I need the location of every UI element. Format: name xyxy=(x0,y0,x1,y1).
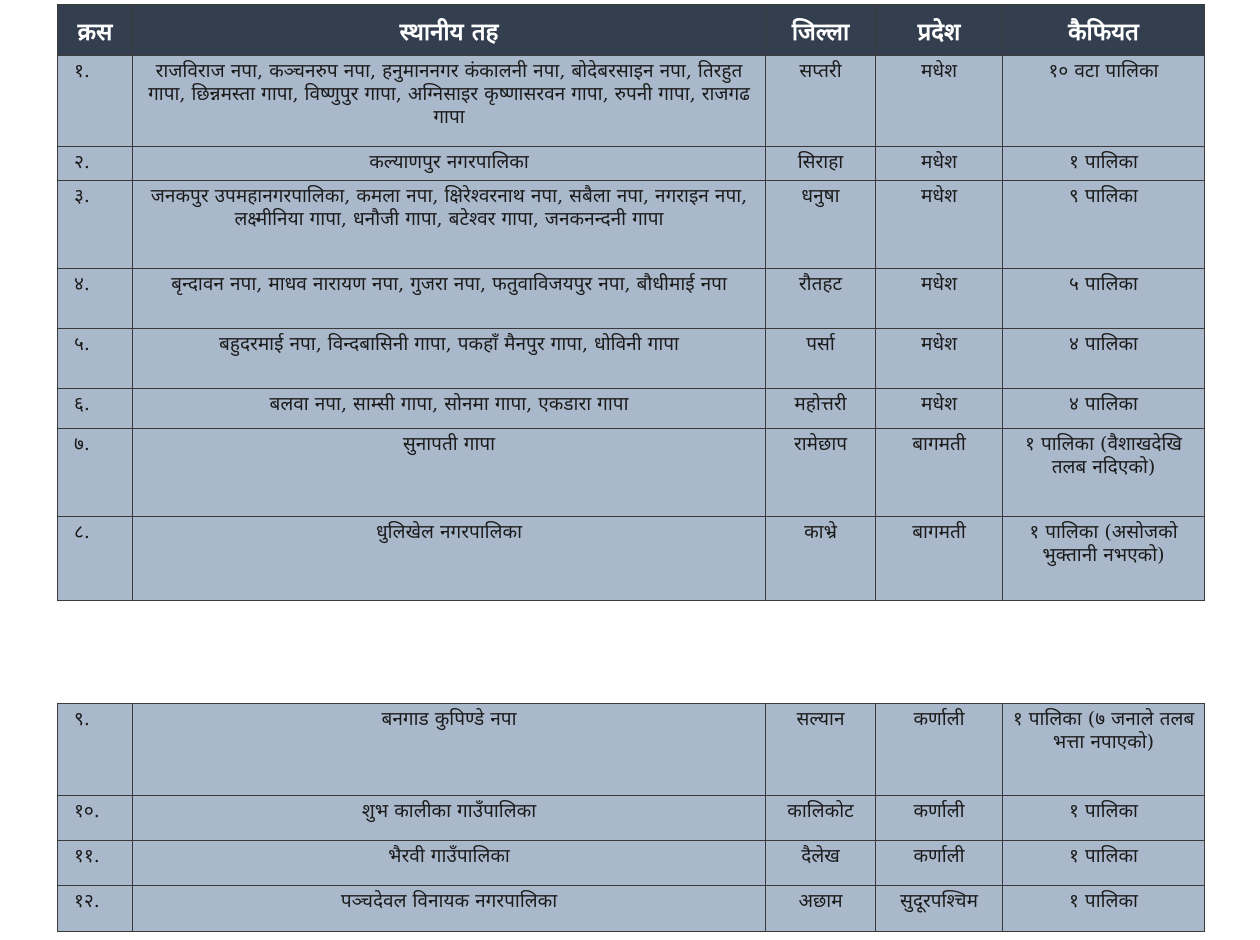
cell-remarks: १ पालिका xyxy=(1003,147,1205,181)
table-row xyxy=(58,886,1205,932)
cell-district: सिराहा xyxy=(766,147,876,181)
cell-local-level: बलवा नपा, साम्सी गापा, सोनमा गापा, एकडारा गापा xyxy=(133,389,766,429)
table-row xyxy=(58,704,1205,796)
cell-local-level: शुभ कालीका गाउँपालिका xyxy=(133,796,766,841)
table-row xyxy=(58,147,1205,181)
header-remarks: कैफियत xyxy=(1003,5,1205,56)
header-local-level: स्थानीय तह xyxy=(133,5,766,56)
cell-serial: ९. xyxy=(58,704,133,796)
table-row xyxy=(58,796,1205,841)
table-row xyxy=(58,389,1205,429)
cell-province: मधेश xyxy=(876,329,1003,389)
cell-serial: ११. xyxy=(58,841,133,886)
cell-local-level: धुलिखेल नगरपालिका xyxy=(133,517,766,601)
cell-remarks: ४ पालिका xyxy=(1003,329,1205,389)
cell-remarks: ५ पालिका xyxy=(1003,269,1205,329)
cell-serial: ३. xyxy=(58,181,133,269)
cell-serial: ७. xyxy=(58,429,133,517)
cell-province: मधेश xyxy=(876,181,1003,269)
cell-serial: ४. xyxy=(58,269,133,329)
cell-serial: ८. xyxy=(58,517,133,601)
cell-local-level: सुनापती गापा xyxy=(133,429,766,517)
cell-local-level: जनकपुर उपमहानगरपालिका, कमला नपा, क्षिरेश्वरनाथ नपा, सबैला नपा, नगराइन नपा, लक्ष्मीनिया गापा, धनौजी गापा, बटेश्वर गापा, जनकनन्दनी गापा xyxy=(133,181,766,269)
table-row xyxy=(58,56,1205,147)
cell-serial: ६. xyxy=(58,389,133,429)
cell-remarks: ४ पालिका xyxy=(1003,389,1205,429)
cell-local-level: राजविराज नपा, कञ्चनरुप नपा, हनुमाननगर कंकालनी नपा, बोदेबरसाइन नपा, तिरहुत गापा, छिन्नमस्ता गापा, विष्णुपुर गापा, अग्निसाइर कृष्णासरवन गापा, रुपनी गापा, राजगढ गापा xyxy=(133,56,766,147)
municipality-table-part-1 xyxy=(57,4,1205,601)
cell-serial: २. xyxy=(58,147,133,181)
cell-district: कालिकोट xyxy=(766,796,876,841)
cell-district: धनुषा xyxy=(766,181,876,269)
cell-district: रौतहट xyxy=(766,269,876,329)
cell-province: मधेश xyxy=(876,147,1003,181)
cell-province: कर्णाली xyxy=(876,796,1003,841)
header-district: जिल्ला xyxy=(766,5,876,56)
header-province: प्रदेश xyxy=(876,5,1003,56)
cell-remarks: ९ पालिका xyxy=(1003,181,1205,269)
cell-province: मधेश xyxy=(876,56,1003,147)
cell-remarks: १ पालिका (वैशाखदेखि तलब नदिएको) xyxy=(1003,429,1205,517)
cell-district: रामेछाप xyxy=(766,429,876,517)
cell-local-level: बृन्दावन नपा, माधव नारायण नपा, गुजरा नपा, फतुवाविजयपुर नपा, बौधीमाई नपा xyxy=(133,269,766,329)
cell-local-level: बनगाड कुपिण्डे नपा xyxy=(133,704,766,796)
cell-remarks: १ पालिका xyxy=(1003,796,1205,841)
table-header-row xyxy=(58,5,1205,56)
cell-district: काभ्रे xyxy=(766,517,876,601)
cell-district: पर्सा xyxy=(766,329,876,389)
cell-remarks: १ पालिका xyxy=(1003,841,1205,886)
cell-local-level: बहुदरमाई नपा, विन्दबासिनी गापा, पकहाँ मैनपुर गापा, धोविनी गापा xyxy=(133,329,766,389)
cell-province: सुदूरपश्चिम xyxy=(876,886,1003,932)
table-row xyxy=(58,329,1205,389)
cell-remarks: १ पालिका xyxy=(1003,886,1205,932)
cell-serial: ५. xyxy=(58,329,133,389)
table-row xyxy=(58,517,1205,601)
table-row xyxy=(58,181,1205,269)
cell-district: सल्यान xyxy=(766,704,876,796)
cell-serial: १२. xyxy=(58,886,133,932)
cell-local-level: पञ्चदेवल विनायक नगरपालिका xyxy=(133,886,766,932)
table-row xyxy=(58,429,1205,517)
table-row xyxy=(58,841,1205,886)
cell-remarks: १ पालिका (७ जनाले तलब भत्ता नपाएको) xyxy=(1003,704,1205,796)
cell-serial: १०. xyxy=(58,796,133,841)
municipality-table-part-2 xyxy=(57,703,1205,932)
table-row xyxy=(58,269,1205,329)
cell-province: बागमती xyxy=(876,429,1003,517)
cell-serial: १. xyxy=(58,56,133,147)
cell-district: महोत्तरी xyxy=(766,389,876,429)
cell-local-level: कल्याणपुर नगरपालिका xyxy=(133,147,766,181)
cell-district: सप्तरी xyxy=(766,56,876,147)
cell-province: कर्णाली xyxy=(876,704,1003,796)
cell-remarks: १ पालिका (असोजको भुक्तानी नभएको) xyxy=(1003,517,1205,601)
cell-local-level: भैरवी गाउँपालिका xyxy=(133,841,766,886)
cell-district: दैलेख xyxy=(766,841,876,886)
cell-province: मधेश xyxy=(876,389,1003,429)
cell-province: बागमती xyxy=(876,517,1003,601)
cell-province: कर्णाली xyxy=(876,841,1003,886)
cell-remarks: १० वटा पालिका xyxy=(1003,56,1205,147)
header-serial: क्रस xyxy=(58,5,133,56)
cell-district: अछाम xyxy=(766,886,876,932)
cell-province: मधेश xyxy=(876,269,1003,329)
